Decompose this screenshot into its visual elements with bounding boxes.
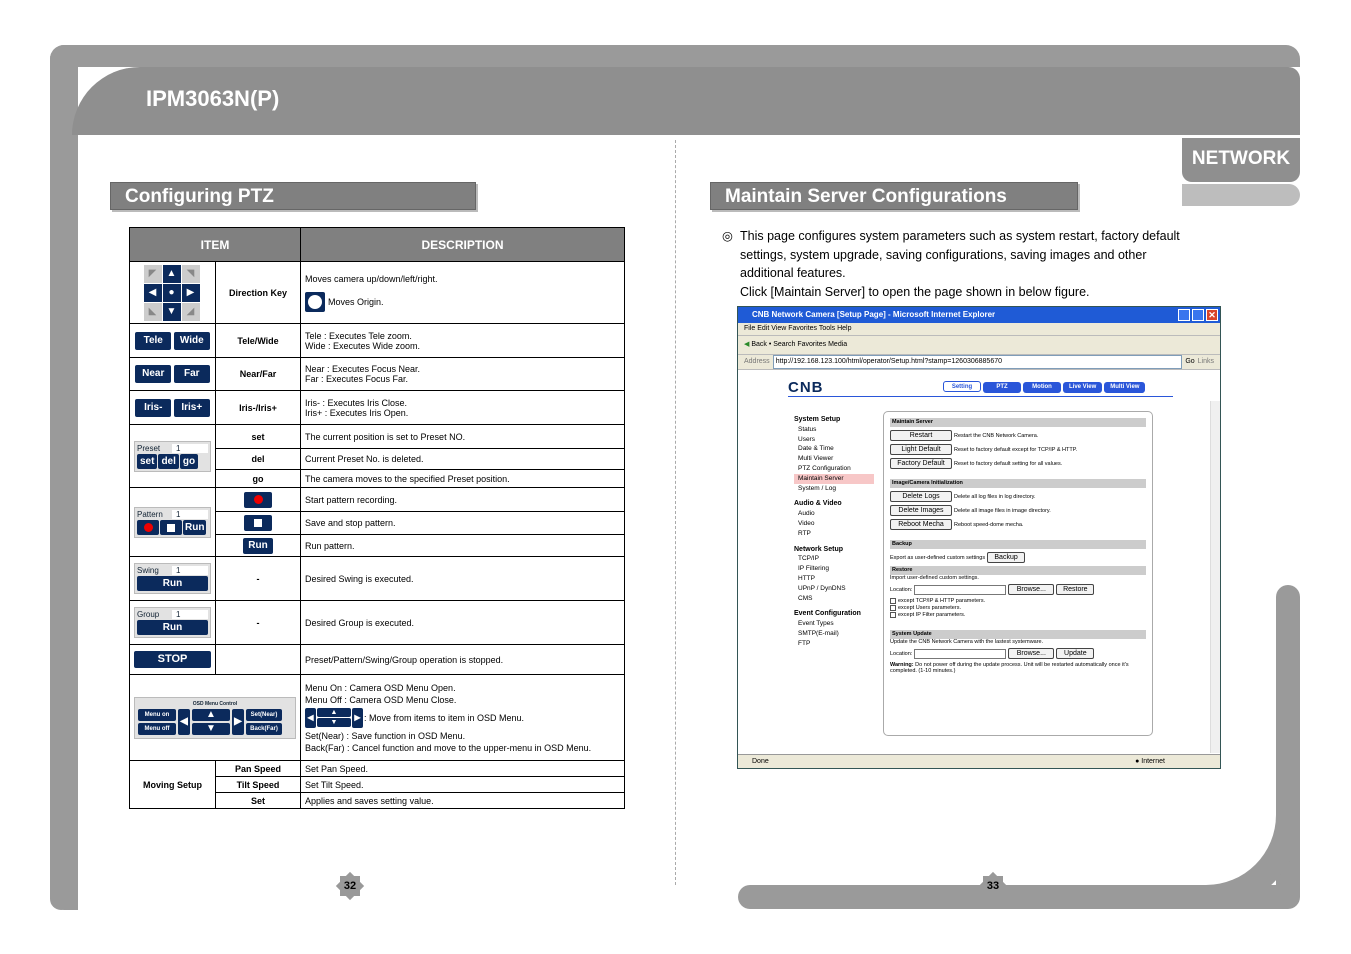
item-near-far: Near/Far bbox=[216, 358, 301, 391]
pattern-record-icon bbox=[137, 520, 159, 535]
header-description: DESCRIPTION bbox=[301, 228, 625, 262]
cnb-logo: CNB bbox=[788, 379, 824, 396]
preset-del-button-icon: del bbox=[158, 454, 178, 469]
desc-direction-line1: Moves camera up/down/left/right. bbox=[305, 273, 438, 284]
preset-panel-cell bbox=[130, 425, 216, 488]
item-moving-setup: Moving Setup bbox=[130, 761, 216, 809]
internet-zone-icon: ● Internet bbox=[1135, 758, 1165, 765]
group-panel: Group 1 Run bbox=[134, 607, 211, 638]
restart-button[interactable]: Restart bbox=[890, 430, 952, 441]
menu-multi-viewer[interactable]: Multi Viewer bbox=[798, 455, 834, 463]
ptz-table bbox=[129, 227, 625, 809]
record-icon bbox=[244, 492, 272, 508]
check-except-ipfilter[interactable] bbox=[890, 612, 896, 618]
desc-pattern-run: Run pattern. bbox=[301, 535, 625, 557]
osd-desc-down-icon: ▼ bbox=[317, 718, 351, 727]
pattern-panel-cell bbox=[130, 488, 216, 557]
maintain-server-panel: Maintain Server Restart Restart the CNB Network Camera. Light Default Reset to factory default except for TCP/IP & HTTP. Factory Default Reset to factory default setting for all values. Image/Camera Initialization Delete Logs Delete all log files in log directory. Delete Images Delete all image files in image directory. Reboot Mecha Reboot speed-dome mecha. Backup Export as user-defined custom settings Backup Restore Import user-defined custom settings. Location: Browse... Restore except TCP/IP & HTTP parameters. except Users parameters. except IP Filter parameters. System Update Update the CNB Network Camera with the lastest systemware. Location: Browse... Update Warning: Do not power off during the update process. Unit will be restarted automatically once it's completed. (1-10 minutes.) bbox=[883, 411, 1153, 736]
arrow-downright-icon: ◢ bbox=[182, 303, 200, 321]
group-panel-cell bbox=[130, 601, 216, 645]
iris-buttons bbox=[130, 391, 216, 425]
desc-tilt-speed: Set Tilt Speed. bbox=[301, 777, 625, 793]
browser-menu-bar[interactable]: File Edit View Favorites Tools Help bbox=[738, 323, 1220, 336]
osd-back-far-icon: Back(Far) bbox=[246, 723, 282, 735]
item-set: Set bbox=[216, 793, 301, 809]
run-icon-cell bbox=[216, 535, 301, 557]
item-preset-del: del bbox=[216, 449, 301, 470]
near-far-buttons bbox=[130, 358, 216, 391]
intro-text: ◎ This page configures system parameters such as system restart, factory default settings, system upgrade, saving configurations, saving images and other additional features. Click [Maintain Server] to open the page shown in below figure. bbox=[722, 229, 1180, 299]
section-tab-shadow bbox=[1182, 184, 1300, 206]
item-pan-speed: Pan Speed bbox=[216, 761, 301, 777]
menu-http[interactable]: HTTP bbox=[798, 574, 815, 582]
tab-motion[interactable]: Motion bbox=[1023, 382, 1061, 393]
browser-status-bar: Done ● Internet bbox=[738, 754, 1220, 768]
page-number-right: 33 bbox=[979, 872, 1007, 900]
desc-near-far: Near : Executes Focus Near. Far : Executes Focus Far. bbox=[301, 358, 625, 391]
menu-audio[interactable]: Audio bbox=[798, 510, 815, 518]
maximize-icon[interactable] bbox=[1192, 309, 1204, 321]
pattern-stop-icon bbox=[160, 520, 182, 535]
tele-button-icon: Tele bbox=[135, 332, 171, 350]
right-section-title: Maintain Server Configurations bbox=[710, 182, 1078, 210]
update-button[interactable]: Update bbox=[1056, 648, 1094, 659]
osd-desc-right-icon: ▶ bbox=[352, 708, 363, 728]
osd-menu-off-icon: Menu off bbox=[138, 723, 176, 735]
osd-right-icon: ▶ bbox=[232, 709, 244, 735]
menu-users[interactable]: Users bbox=[798, 435, 815, 443]
desc-tele-wide: Tele : Executes Tele zoom. Wide : Executes Wide zoom. bbox=[301, 324, 625, 358]
arrow-up-icon: ▲ bbox=[163, 265, 181, 283]
far-button-icon: Far bbox=[174, 365, 210, 383]
item-direction-key: Direction Key bbox=[216, 262, 301, 324]
origin-icon: ● bbox=[163, 284, 181, 302]
osd-panel: OSD Menu Control Menu on Menu off ◀ ▲ ▼ ▶ Set(Near) Back(Far) bbox=[134, 697, 296, 739]
back-arrow-icon[interactable]: ◀ bbox=[744, 341, 750, 348]
desc-preset-set: The current position is set to Preset NO. bbox=[301, 425, 625, 449]
pattern-run-button-icon: Run bbox=[185, 521, 205, 533]
desc-swing: Desired Swing is executed. bbox=[301, 557, 625, 601]
menu-ip-filtering[interactable]: IP Filtering bbox=[798, 565, 829, 573]
desc-set: Applies and saves setting value. bbox=[301, 793, 625, 809]
setup-tabs bbox=[943, 381, 1147, 393]
osd-panel-cell bbox=[130, 675, 301, 761]
close-icon[interactable]: ✕ bbox=[1206, 309, 1218, 321]
pattern-panel: Pattern 1 Run bbox=[134, 507, 211, 538]
preset-go-button-icon: go bbox=[180, 454, 198, 469]
item-group: - bbox=[216, 601, 301, 645]
stop-button-icon: STOP bbox=[134, 651, 211, 668]
browser-address-bar: Address http://192.168.123.100/html/operator/Setup.html?stamp=1260306885670 Go Links bbox=[738, 355, 1220, 370]
swing-panel-cell bbox=[130, 557, 216, 601]
osd-desc-up-icon: ▲ bbox=[317, 708, 351, 717]
desc-direction-line2: Moves Origin. bbox=[305, 292, 620, 312]
near-button-icon: Near bbox=[135, 365, 171, 383]
osd-set-near-icon: Set(Near) bbox=[246, 709, 282, 721]
preset-set-button-icon: set bbox=[137, 454, 157, 469]
direction-pad-cell bbox=[130, 262, 216, 324]
page-number-left: 32 bbox=[336, 872, 364, 900]
preset-panel: Preset 1 set del go bbox=[134, 441, 211, 472]
item-tele-wide: Tele/Wide bbox=[216, 324, 301, 358]
group-run-button-icon: Run bbox=[137, 620, 208, 635]
arrow-upright-icon: ◥ bbox=[182, 265, 200, 283]
run-button-icon: Run bbox=[243, 538, 273, 554]
bullet-icon: ◎ bbox=[722, 229, 733, 243]
osd-menu-on-icon: Menu on bbox=[138, 709, 176, 721]
desc-direction bbox=[301, 262, 625, 324]
osd-up-icon: ▲ bbox=[192, 709, 230, 721]
tab-live-view[interactable]: Live View bbox=[1063, 382, 1102, 393]
item-tilt-speed: Tilt Speed bbox=[216, 777, 301, 793]
arrow-left-icon: ◀ bbox=[144, 284, 162, 302]
item-preset-go: go bbox=[216, 470, 301, 488]
menu-ftp[interactable]: FTP bbox=[798, 639, 811, 647]
menu-cms[interactable]: CMS bbox=[798, 594, 813, 602]
arrow-down-icon: ▼ bbox=[163, 303, 181, 321]
arrow-upleft-icon: ◤ bbox=[144, 265, 162, 283]
backup-button[interactable]: Backup bbox=[987, 552, 1025, 563]
delete-logs-button[interactable]: Delete Logs bbox=[890, 491, 952, 502]
item-swing: - bbox=[216, 557, 301, 601]
header-item: ITEM bbox=[130, 228, 301, 262]
osd-down-icon: ▼ bbox=[192, 723, 230, 735]
menu-rtp[interactable]: RTP bbox=[798, 529, 811, 537]
browser-content bbox=[738, 371, 1220, 753]
desc-preset-del: Current Preset No. is deleted. bbox=[301, 449, 625, 470]
desc-stop: Preset/Pattern/Swing/Group operation is stopped. bbox=[301, 645, 625, 675]
update-browse-button[interactable]: Browse... bbox=[1008, 648, 1054, 659]
swing-panel: Swing 1 Run bbox=[134, 563, 211, 594]
record-icon-cell bbox=[216, 488, 301, 512]
browser-title-bar: CNB Network Camera [Setup Page] - Microsoft Internet Explorer ✕ bbox=[738, 307, 1220, 323]
reboot-mecha-button[interactable]: Reboot Mecha bbox=[890, 519, 952, 530]
restore-browse-button[interactable]: Browse... bbox=[1008, 584, 1054, 595]
restore-button[interactable]: Restore bbox=[1056, 584, 1094, 595]
iris-minus-button-icon: Iris- bbox=[135, 399, 171, 417]
item-iris: Iris-/Iris+ bbox=[216, 391, 301, 425]
menu-video[interactable]: Video bbox=[798, 519, 815, 527]
menu-tcpip[interactable]: TCP/IP bbox=[798, 555, 819, 563]
desc-group: Desired Group is executed. bbox=[301, 601, 625, 645]
osd-left-icon: ◀ bbox=[178, 709, 190, 735]
network-section-tab: NETWORK bbox=[1182, 138, 1300, 182]
address-input[interactable]: http://192.168.123.100/html/operator/Setup.html?stamp=1260306885670 bbox=[773, 355, 1183, 369]
delete-images-button[interactable]: Delete Images bbox=[890, 505, 952, 516]
menu-ptz-configuration[interactable]: PTZ Configuration bbox=[798, 464, 851, 472]
stop-button-cell bbox=[130, 645, 216, 675]
tab-multi-view[interactable]: Multi View bbox=[1104, 382, 1145, 393]
desc-pan-speed: Set Pan Speed. bbox=[301, 761, 625, 777]
tele-wide-buttons bbox=[130, 324, 216, 358]
page-frame-bottom bbox=[738, 885, 1300, 909]
light-default-button[interactable]: Light Default bbox=[890, 444, 952, 455]
update-location-input[interactable] bbox=[914, 649, 1006, 659]
arrow-downleft-icon: ◣ bbox=[144, 303, 162, 321]
setup-side-menu: System Setup Status Users Date & Time Multi Viewer PTZ Configuration Maintain Server System / Log Audio & Video Audio Video RTP Network Setup TCP/IP IP Filtering HTTP UPnP / DynDNS CMS Event Configuration Event Types SMTP(E-mail) FTP bbox=[794, 409, 874, 649]
menu-system-log[interactable]: System / Log bbox=[798, 484, 836, 492]
origin-button-icon bbox=[305, 292, 325, 312]
go-button[interactable]: Go bbox=[1185, 358, 1195, 365]
menu-status[interactable]: Status bbox=[798, 425, 817, 433]
page-frame-top bbox=[50, 45, 1300, 67]
desc-osd: Menu On : Camera OSD Menu Open. Menu Off : Camera OSD Menu Close. ◀ ▲ ▼ ▶ : Move from items to item in OSD Menu. Set(Near) : Save function in OSD Menu. Back(Far) : Cancel function and move to the upper-menu in OSD Menu. bbox=[301, 675, 625, 761]
wide-button-icon: Wide bbox=[174, 332, 210, 350]
direction-pad bbox=[144, 265, 202, 321]
tab-setting[interactable]: Setting bbox=[943, 381, 981, 392]
item-stop-empty bbox=[216, 645, 301, 675]
osd-desc-left-icon: ◀ bbox=[305, 708, 316, 728]
iris-plus-button-icon: Iris+ bbox=[174, 399, 210, 417]
tabs-underline bbox=[788, 396, 1173, 397]
menu-event-types[interactable]: Event Types bbox=[798, 620, 834, 628]
check-except-users[interactable] bbox=[890, 605, 896, 611]
item-preset-set: set bbox=[216, 425, 301, 449]
desc-preset-go: The camera moves to the specified Preset position. bbox=[301, 470, 625, 488]
minimize-icon[interactable] bbox=[1178, 309, 1190, 321]
desc-pattern-record: Start pattern recording. bbox=[301, 488, 625, 512]
menu-upnp-dyndns[interactable]: UPnP / DynDNS bbox=[798, 584, 846, 592]
restore-location-input[interactable] bbox=[914, 585, 1006, 595]
menu-smtp[interactable]: SMTP(E-mail) bbox=[798, 629, 839, 637]
arrow-right-icon: ▶ bbox=[182, 284, 200, 302]
swing-run-button-icon: Run bbox=[137, 576, 208, 591]
tab-ptz[interactable]: PTZ bbox=[983, 382, 1021, 393]
browser-toolbar[interactable]: ◀ Back • Search Favorites Media bbox=[738, 336, 1220, 355]
stop-icon-cell bbox=[216, 512, 301, 535]
page-frame-bottom-left bbox=[50, 860, 72, 910]
left-section-title: Configuring PTZ bbox=[110, 182, 476, 210]
check-except-tcpip[interactable] bbox=[890, 598, 896, 604]
menu-date-time[interactable]: Date & Time bbox=[798, 445, 834, 453]
factory-default-button[interactable]: Factory Default bbox=[890, 458, 952, 469]
browser-screenshot bbox=[737, 306, 1221, 769]
desc-pattern-stop: Save and stop pattern. bbox=[301, 512, 625, 535]
stop-square-icon bbox=[244, 515, 272, 531]
page-frame-left bbox=[50, 45, 78, 910]
browser-scrollbar[interactable] bbox=[1210, 401, 1220, 753]
product-title: IPM3063N(P) bbox=[146, 86, 280, 111]
page-divider bbox=[675, 140, 676, 885]
menu-maintain-server[interactable]: Maintain Server bbox=[794, 474, 874, 484]
desc-iris: Iris- : Executes Iris Close. Iris+ : Executes Iris Open. bbox=[301, 391, 625, 425]
